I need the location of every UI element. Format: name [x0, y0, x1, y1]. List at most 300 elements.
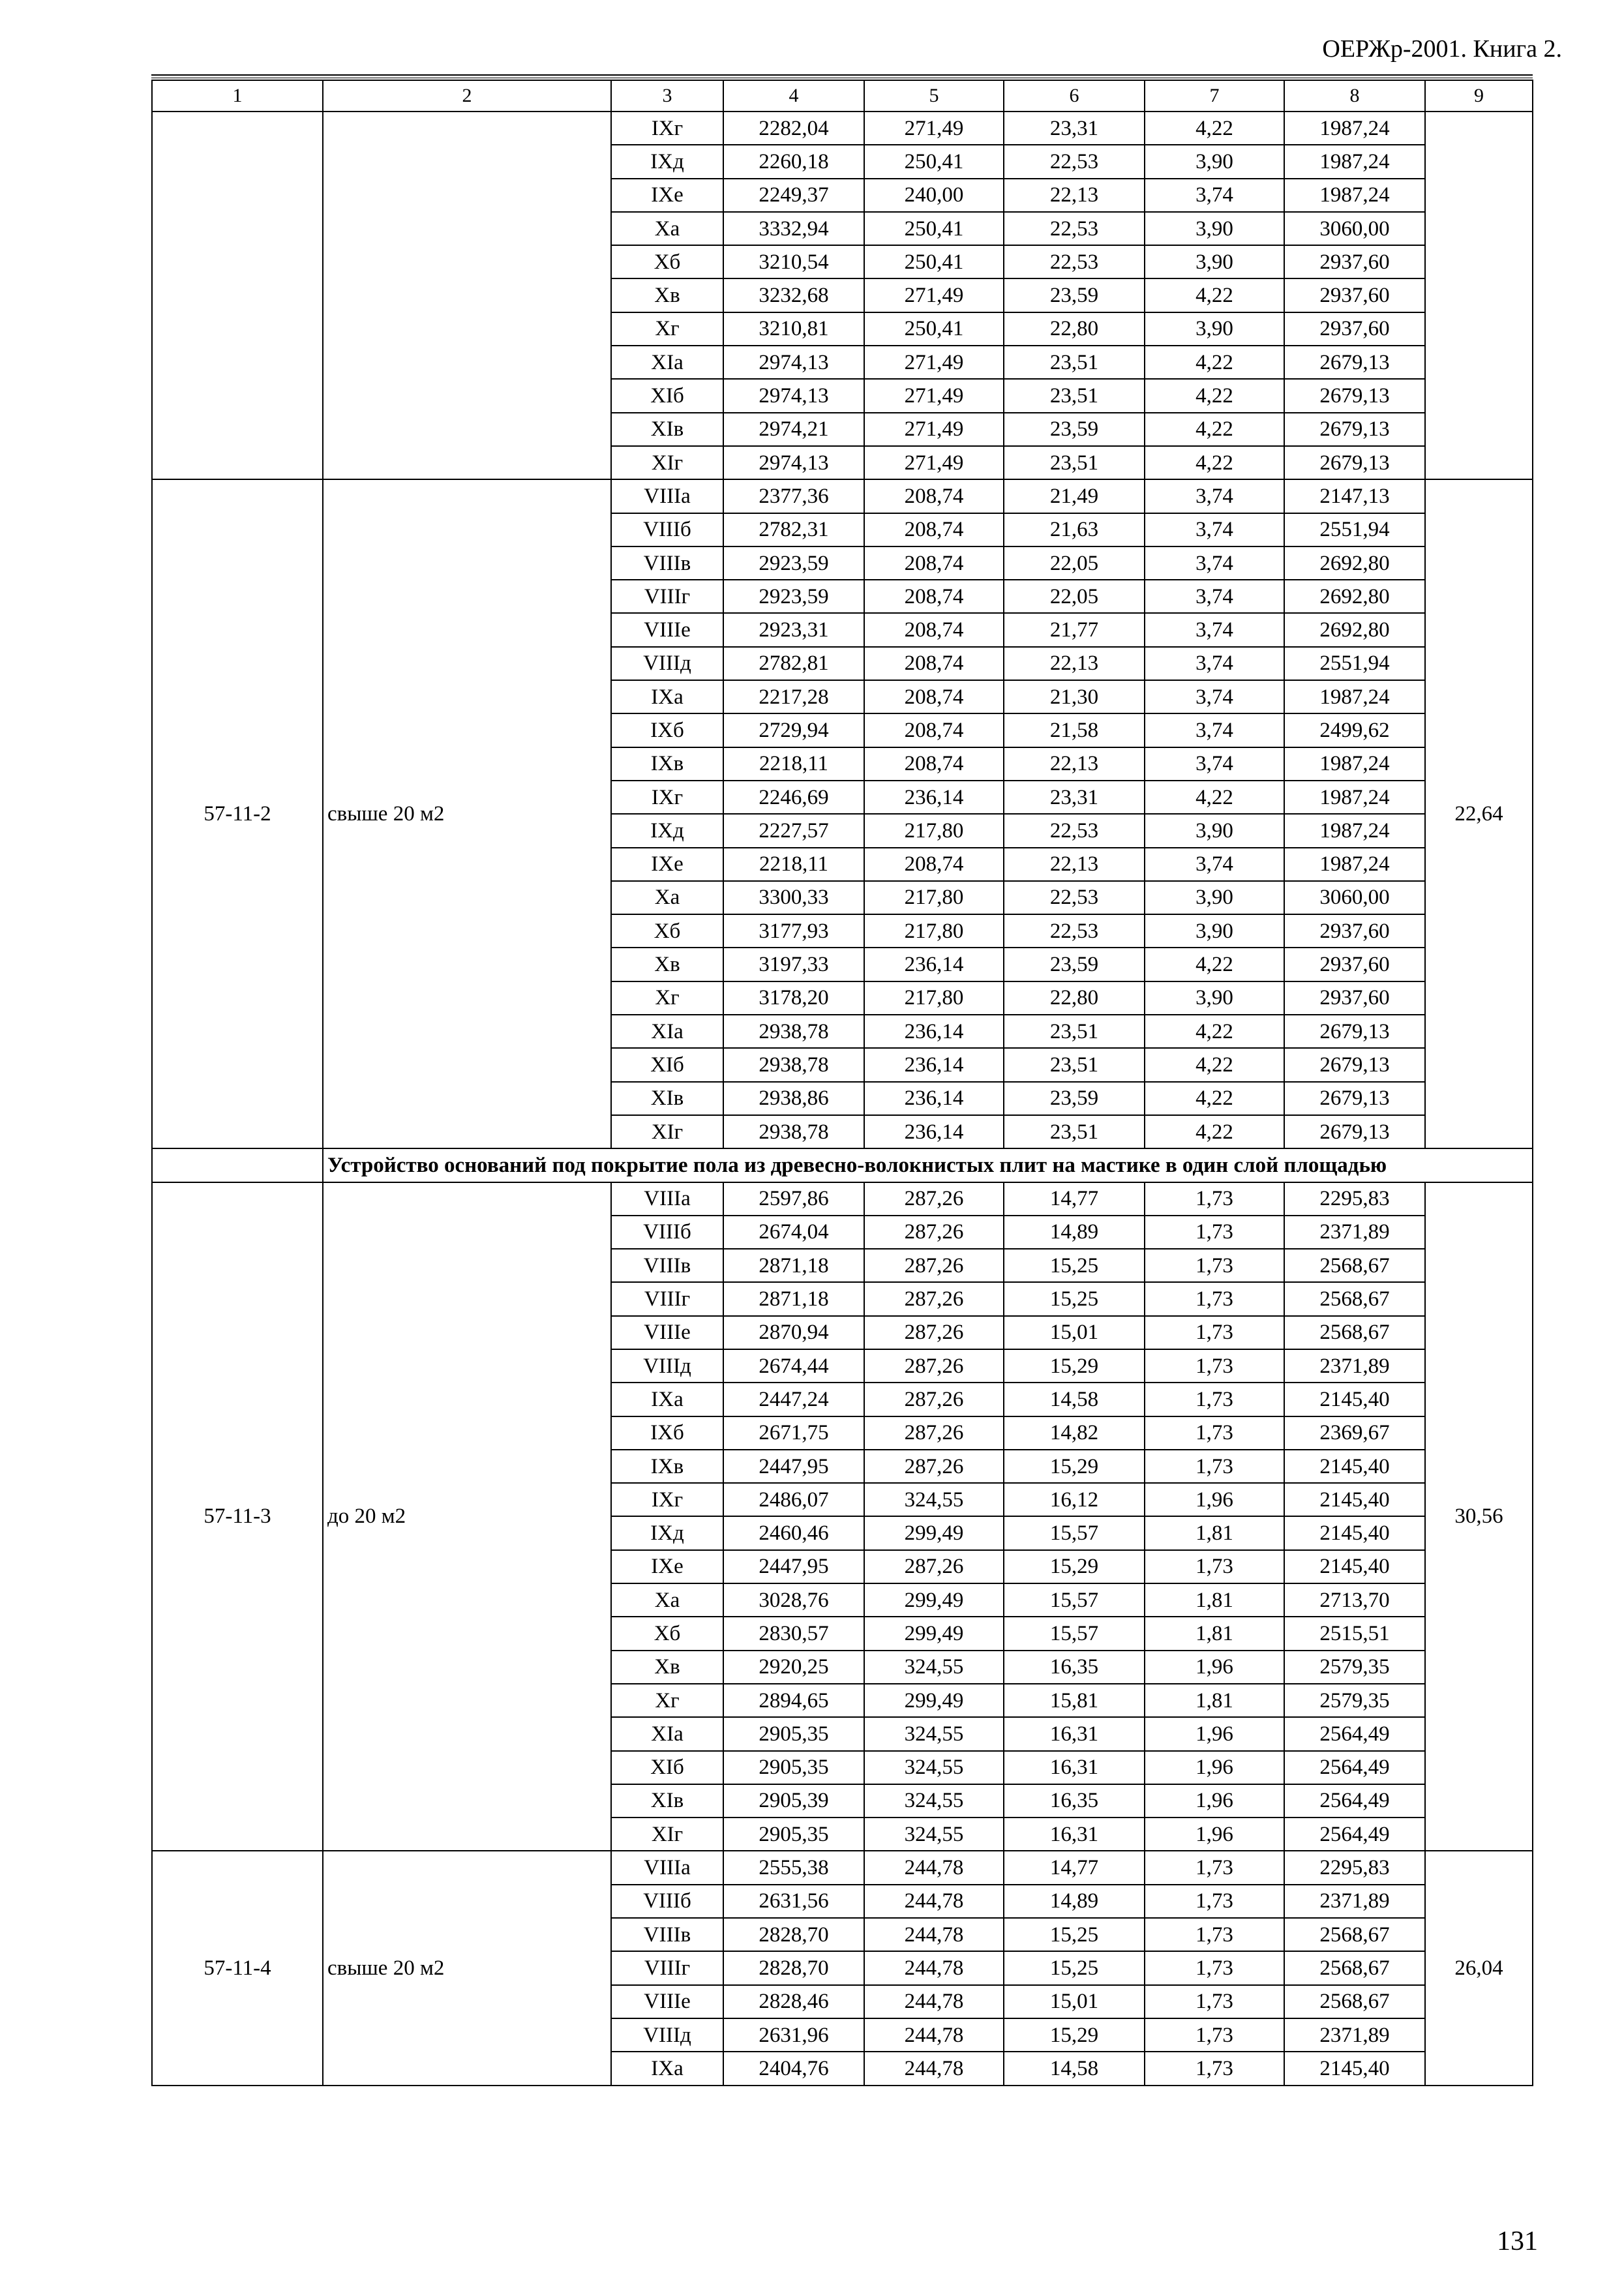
machines-cell: 22,80	[1004, 981, 1145, 1015]
table-body	[152, 112, 1533, 2086]
total-cost-cell: 3177,93	[723, 914, 864, 948]
machinist-wage-cell: 1,73	[1145, 2052, 1284, 2085]
total-cost-cell: 2905,39	[723, 1784, 864, 1818]
total-cost-cell: 2923,31	[723, 613, 864, 646]
total-cost-cell: 2447,24	[723, 1383, 864, 1416]
machinist-wage-cell: 3,74	[1145, 580, 1284, 613]
machines-cell: 21,58	[1004, 713, 1145, 747]
materials-cell: 2679,13	[1284, 446, 1425, 479]
machines-cell: 21,49	[1004, 479, 1145, 513]
table-row	[152, 112, 1533, 145]
zone-cell: IXа	[611, 1383, 723, 1416]
zone-cell: XIв	[611, 1082, 723, 1115]
total-cost-cell: 2260,18	[723, 145, 864, 178]
machines-cell: 23,59	[1004, 278, 1145, 312]
materials-cell: 1987,24	[1284, 747, 1425, 781]
total-cost-cell: 2938,86	[723, 1082, 864, 1115]
labor-cell: 217,80	[864, 981, 1004, 1015]
materials-cell: 2579,35	[1284, 1651, 1425, 1684]
machines-cell: 23,31	[1004, 112, 1145, 145]
machinist-wage-cell: 3,74	[1145, 747, 1284, 781]
materials-cell: 1987,24	[1284, 112, 1425, 145]
labor-cell: 250,41	[864, 245, 1004, 278]
machinist-wage-cell: 1,96	[1145, 1751, 1284, 1784]
total-cost-cell: 2246,69	[723, 781, 864, 814]
machinist-wage-cell: 3,74	[1145, 513, 1284, 546]
labor-cell: 324,55	[864, 1483, 1004, 1516]
labor-cell: 250,41	[864, 145, 1004, 178]
column-header: 2	[323, 80, 611, 112]
materials-cell: 2371,89	[1284, 2018, 1425, 2052]
machines-cell: 23,51	[1004, 1115, 1145, 1148]
machines-cell: 14,58	[1004, 1383, 1145, 1416]
materials-cell: 2713,70	[1284, 1583, 1425, 1617]
total-cost-cell: 2282,04	[723, 112, 864, 145]
total-cost-cell: 2227,57	[723, 814, 864, 847]
header-rule	[151, 74, 1533, 78]
machines-cell: 14,82	[1004, 1416, 1145, 1450]
machinist-wage-cell: 1,73	[1145, 1216, 1284, 1249]
materials-cell: 2551,94	[1284, 513, 1425, 546]
machines-cell: 22,53	[1004, 212, 1145, 245]
machinist-wage-cell: 3,74	[1145, 179, 1284, 212]
labor-cell: 208,74	[864, 747, 1004, 781]
machines-cell: 21,77	[1004, 613, 1145, 646]
labor-cell: 240,00	[864, 179, 1004, 212]
labor-hours-cell	[1425, 112, 1533, 479]
materials-cell: 2145,40	[1284, 1516, 1425, 1549]
total-cost-cell: 2923,59	[723, 546, 864, 580]
zone-cell: Xб	[611, 245, 723, 278]
materials-cell: 2295,83	[1284, 1182, 1425, 1216]
zone-cell: XIа	[611, 1717, 723, 1750]
machines-cell: 22,53	[1004, 914, 1145, 948]
total-cost-cell: 2447,95	[723, 1550, 864, 1583]
machines-cell: 22,80	[1004, 312, 1145, 346]
zone-cell: IXв	[611, 747, 723, 781]
materials-cell: 2679,13	[1284, 1082, 1425, 1115]
materials-cell: 2937,60	[1284, 981, 1425, 1015]
machines-cell: 23,59	[1004, 413, 1145, 446]
materials-cell: 2145,40	[1284, 1483, 1425, 1516]
machines-cell: 22,53	[1004, 145, 1145, 178]
labor-cell: 287,26	[864, 1450, 1004, 1483]
total-cost-cell: 2974,13	[723, 446, 864, 479]
machines-cell: 14,77	[1004, 1851, 1145, 1884]
labor-cell: 250,41	[864, 212, 1004, 245]
machines-cell: 15,29	[1004, 1450, 1145, 1483]
total-cost-cell: 3332,94	[723, 212, 864, 245]
labor-cell: 244,78	[864, 1885, 1004, 1918]
zone-cell: VIIIа	[611, 1851, 723, 1884]
machines-cell: 22,13	[1004, 179, 1145, 212]
zone-cell: XIв	[611, 413, 723, 446]
total-cost-cell: 2460,46	[723, 1516, 864, 1549]
total-cost-cell: 2217,28	[723, 680, 864, 713]
materials-cell: 2568,67	[1284, 1316, 1425, 1349]
total-cost-cell: 2905,35	[723, 1717, 864, 1750]
labor-hours-cell: 30,56	[1425, 1182, 1533, 1851]
materials-cell: 2568,67	[1284, 1951, 1425, 1984]
machines-cell: 15,29	[1004, 1349, 1145, 1383]
machinist-wage-cell: 1,73	[1145, 1316, 1284, 1349]
total-cost-cell: 2974,13	[723, 379, 864, 412]
zone-cell: Xа	[611, 1583, 723, 1617]
column-header: 4	[723, 80, 864, 112]
machinist-wage-cell: 3,90	[1145, 914, 1284, 948]
machines-cell: 22,53	[1004, 814, 1145, 847]
machines-cell: 22,05	[1004, 580, 1145, 613]
total-cost-cell: 2674,44	[723, 1349, 864, 1383]
machinist-wage-cell: 1,81	[1145, 1516, 1284, 1549]
zone-cell: Xв	[611, 1651, 723, 1684]
section-title: Устройство оснований под покрытие пола из древесно-волокнистых плит на мастике в один слой площадью	[323, 1148, 1533, 1182]
machines-cell: 23,51	[1004, 346, 1145, 379]
zone-cell: IXб	[611, 1416, 723, 1450]
total-cost-cell: 2923,59	[723, 580, 864, 613]
labor-cell: 244,78	[864, 2052, 1004, 2085]
labor-cell: 244,78	[864, 1851, 1004, 1884]
labor-cell: 287,26	[864, 1182, 1004, 1216]
machinist-wage-cell: 1,81	[1145, 1684, 1284, 1717]
machines-cell: 15,01	[1004, 1316, 1145, 1349]
labor-cell: 217,80	[864, 814, 1004, 847]
machines-cell: 15,57	[1004, 1583, 1145, 1617]
materials-cell: 2937,60	[1284, 312, 1425, 346]
total-cost-cell: 2871,18	[723, 1249, 864, 1282]
zone-cell: VIIIв	[611, 1249, 723, 1282]
machines-cell: 21,63	[1004, 513, 1145, 546]
zone-cell: IXд	[611, 145, 723, 178]
labor-cell: 208,74	[864, 479, 1004, 513]
zone-cell: XIб	[611, 1048, 723, 1081]
materials-cell: 2564,49	[1284, 1818, 1425, 1851]
materials-cell: 2679,13	[1284, 379, 1425, 412]
machinist-wage-cell: 3,74	[1145, 848, 1284, 881]
materials-cell: 2568,67	[1284, 1918, 1425, 1951]
machinist-wage-cell: 4,22	[1145, 278, 1284, 312]
labor-cell: 287,26	[864, 1416, 1004, 1450]
labor-cell: 236,14	[864, 948, 1004, 981]
materials-cell: 2692,80	[1284, 580, 1425, 613]
total-cost-cell: 2938,78	[723, 1115, 864, 1148]
total-cost-cell: 2555,38	[723, 1851, 864, 1884]
materials-cell: 2145,40	[1284, 2052, 1425, 2085]
materials-cell: 2568,67	[1284, 1985, 1425, 2018]
rate-code	[152, 112, 323, 479]
total-cost-cell: 2597,86	[723, 1182, 864, 1216]
machines-cell: 16,12	[1004, 1483, 1145, 1516]
machinist-wage-cell: 4,22	[1145, 781, 1284, 814]
machines-cell: 21,30	[1004, 680, 1145, 713]
machines-cell: 14,58	[1004, 2052, 1145, 2085]
machinist-wage-cell: 4,22	[1145, 948, 1284, 981]
materials-cell: 2579,35	[1284, 1684, 1425, 1717]
total-cost-cell: 2631,96	[723, 2018, 864, 2052]
machinist-wage-cell: 1,73	[1145, 1918, 1284, 1951]
machinist-wage-cell: 3,90	[1145, 981, 1284, 1015]
total-cost-cell: 2905,35	[723, 1818, 864, 1851]
zone-cell: IXв	[611, 1450, 723, 1483]
machinist-wage-cell: 1,73	[1145, 1550, 1284, 1583]
machines-cell: 23,31	[1004, 781, 1145, 814]
labor-cell: 271,49	[864, 446, 1004, 479]
labor-cell: 324,55	[864, 1651, 1004, 1684]
total-cost-cell: 2377,36	[723, 479, 864, 513]
machinist-wage-cell: 1,73	[1145, 1885, 1284, 1918]
zone-cell: IXг	[611, 1483, 723, 1516]
machines-cell: 15,25	[1004, 1918, 1145, 1951]
zone-cell: VIIIв	[611, 546, 723, 580]
machinist-wage-cell: 4,22	[1145, 1015, 1284, 1048]
machinist-wage-cell: 3,74	[1145, 479, 1284, 513]
total-cost-cell: 2671,75	[723, 1416, 864, 1450]
materials-cell: 2369,67	[1284, 1416, 1425, 1450]
machinist-wage-cell: 3,74	[1145, 546, 1284, 580]
machinist-wage-cell: 4,22	[1145, 112, 1284, 145]
labor-cell: 250,41	[864, 312, 1004, 346]
column-header: 6	[1004, 80, 1145, 112]
machinist-wage-cell: 1,96	[1145, 1483, 1284, 1516]
page-header-title: ОЕРЖр-2001. Книга 2.	[1322, 35, 1562, 63]
total-cost-cell: 2905,35	[723, 1751, 864, 1784]
zone-cell: VIIIв	[611, 1918, 723, 1951]
total-cost-cell: 2218,11	[723, 848, 864, 881]
labor-cell: 244,78	[864, 1951, 1004, 1984]
materials-cell: 2371,89	[1284, 1216, 1425, 1249]
table-row	[152, 1851, 1533, 1884]
machines-cell: 23,51	[1004, 379, 1145, 412]
zone-cell: VIIIа	[611, 479, 723, 513]
column-header: 8	[1284, 80, 1425, 112]
zone-cell: XIб	[611, 1751, 723, 1784]
machinist-wage-cell: 3,90	[1145, 312, 1284, 346]
rate-code: 57-11-2	[152, 479, 323, 1148]
machinist-wage-cell: 1,73	[1145, 1851, 1284, 1884]
zone-cell: XIг	[611, 1818, 723, 1851]
machinist-wage-cell: 3,90	[1145, 212, 1284, 245]
materials-cell: 3060,00	[1284, 212, 1425, 245]
column-header: 3	[611, 80, 723, 112]
machinist-wage-cell: 3,90	[1145, 145, 1284, 178]
machines-cell: 22,13	[1004, 647, 1145, 680]
machinist-wage-cell: 1,96	[1145, 1818, 1284, 1851]
zone-cell: IXг	[611, 112, 723, 145]
materials-cell: 3060,00	[1284, 881, 1425, 914]
total-cost-cell: 2828,70	[723, 1951, 864, 1984]
machines-cell: 16,31	[1004, 1751, 1145, 1784]
machines-cell: 15,25	[1004, 1282, 1145, 1315]
materials-cell: 2692,80	[1284, 546, 1425, 580]
machines-cell: 23,51	[1004, 1048, 1145, 1081]
zone-cell: IXе	[611, 179, 723, 212]
materials-cell: 2937,60	[1284, 914, 1425, 948]
total-cost-cell: 2828,70	[723, 1918, 864, 1951]
machines-cell: 16,35	[1004, 1651, 1145, 1684]
zone-cell: VIIIе	[611, 613, 723, 646]
materials-cell: 2551,94	[1284, 647, 1425, 680]
labor-cell: 217,80	[864, 914, 1004, 948]
labor-cell: 271,49	[864, 346, 1004, 379]
machines-cell: 22,13	[1004, 747, 1145, 781]
rates-table	[151, 80, 1533, 2086]
machines-cell: 15,01	[1004, 1985, 1145, 2018]
labor-cell: 208,74	[864, 713, 1004, 747]
total-cost-cell: 2938,78	[723, 1015, 864, 1048]
machinist-wage-cell: 1,73	[1145, 1349, 1284, 1383]
labor-cell: 299,49	[864, 1516, 1004, 1549]
materials-cell: 1987,24	[1284, 781, 1425, 814]
materials-cell: 2679,13	[1284, 1115, 1425, 1148]
zone-cell: Xб	[611, 914, 723, 948]
zone-cell: XIв	[611, 1784, 723, 1818]
machinist-wage-cell: 1,73	[1145, 1951, 1284, 1984]
zone-cell: IXд	[611, 814, 723, 847]
total-cost-cell: 2974,21	[723, 413, 864, 446]
machinist-wage-cell: 1,73	[1145, 1450, 1284, 1483]
machinist-wage-cell: 4,22	[1145, 1115, 1284, 1148]
materials-cell: 2564,49	[1284, 1784, 1425, 1818]
zone-cell: IXе	[611, 1550, 723, 1583]
zone-cell: VIIIг	[611, 1282, 723, 1315]
machinist-wage-cell: 3,90	[1145, 245, 1284, 278]
labor-cell: 299,49	[864, 1583, 1004, 1617]
zone-cell: IXд	[611, 1516, 723, 1549]
machinist-wage-cell: 3,90	[1145, 814, 1284, 847]
labor-cell: 299,49	[864, 1617, 1004, 1650]
materials-cell: 2147,13	[1284, 479, 1425, 513]
total-cost-cell: 2894,65	[723, 1684, 864, 1717]
zone-cell: IXе	[611, 848, 723, 881]
machinist-wage-cell: 1,96	[1145, 1651, 1284, 1684]
zone-cell: IXа	[611, 680, 723, 713]
materials-cell: 1987,24	[1284, 848, 1425, 881]
zone-cell: Xа	[611, 212, 723, 245]
labor-cell: 324,55	[864, 1751, 1004, 1784]
rate-description: свыше 20 м2	[323, 479, 611, 1148]
materials-cell: 2679,13	[1284, 346, 1425, 379]
labor-cell: 208,74	[864, 680, 1004, 713]
machinist-wage-cell: 3,74	[1145, 713, 1284, 747]
machinist-wage-cell: 1,73	[1145, 1182, 1284, 1216]
materials-cell: 2295,83	[1284, 1851, 1425, 1884]
materials-cell: 1987,24	[1284, 680, 1425, 713]
machinist-wage-cell: 3,74	[1145, 680, 1284, 713]
total-cost-cell: 3178,20	[723, 981, 864, 1015]
total-cost-cell: 2218,11	[723, 747, 864, 781]
machines-cell: 16,31	[1004, 1717, 1145, 1750]
materials-cell: 2499,62	[1284, 713, 1425, 747]
labor-cell: 208,74	[864, 513, 1004, 546]
column-header: 9	[1425, 80, 1533, 112]
total-cost-cell: 2447,95	[723, 1450, 864, 1483]
materials-cell: 2692,80	[1284, 613, 1425, 646]
machines-cell: 22,05	[1004, 546, 1145, 580]
total-cost-cell: 3210,81	[723, 312, 864, 346]
materials-cell: 2679,13	[1284, 1048, 1425, 1081]
zone-cell: IXб	[611, 713, 723, 747]
materials-cell: 2564,49	[1284, 1717, 1425, 1750]
labor-cell: 208,74	[864, 613, 1004, 646]
labor-cell: 287,26	[864, 1249, 1004, 1282]
machines-cell: 14,77	[1004, 1182, 1145, 1216]
labor-cell: 287,26	[864, 1282, 1004, 1315]
total-cost-cell: 2828,46	[723, 1985, 864, 2018]
machines-cell: 22,13	[1004, 848, 1145, 881]
labor-cell: 217,80	[864, 881, 1004, 914]
labor-cell: 244,78	[864, 2018, 1004, 2052]
machines-cell: 22,53	[1004, 881, 1145, 914]
total-cost-cell: 2920,25	[723, 1651, 864, 1684]
machines-cell: 23,59	[1004, 948, 1145, 981]
labor-cell: 287,26	[864, 1550, 1004, 1583]
section-spacer-cell	[152, 1148, 323, 1182]
labor-cell: 287,26	[864, 1216, 1004, 1249]
zone-cell: Xг	[611, 981, 723, 1015]
machines-cell: 16,31	[1004, 1818, 1145, 1851]
zone-cell: XIа	[611, 346, 723, 379]
total-cost-cell: 2782,31	[723, 513, 864, 546]
machinist-wage-cell: 3,74	[1145, 613, 1284, 646]
materials-cell: 2937,60	[1284, 245, 1425, 278]
zone-cell: IXг	[611, 781, 723, 814]
labor-cell: 287,26	[864, 1383, 1004, 1416]
labor-cell: 208,74	[864, 647, 1004, 680]
rate-description	[323, 112, 611, 479]
rate-description: до 20 м2	[323, 1182, 611, 1851]
zone-cell: Xа	[611, 881, 723, 914]
machinist-wage-cell: 1,73	[1145, 2018, 1284, 2052]
total-cost-cell: 3210,54	[723, 245, 864, 278]
machines-cell: 14,89	[1004, 1216, 1145, 1249]
materials-cell: 2371,89	[1284, 1349, 1425, 1383]
total-cost-cell: 2974,13	[723, 346, 864, 379]
machinist-wage-cell: 1,96	[1145, 1784, 1284, 1818]
machinist-wage-cell: 1,73	[1145, 1383, 1284, 1416]
zone-cell: VIIIб	[611, 1885, 723, 1918]
labor-cell: 299,49	[864, 1684, 1004, 1717]
total-cost-cell: 2830,57	[723, 1617, 864, 1650]
zone-cell: VIIIг	[611, 580, 723, 613]
machinist-wage-cell: 3,74	[1145, 647, 1284, 680]
materials-cell: 2515,51	[1284, 1617, 1425, 1650]
zone-cell: VIIIа	[611, 1182, 723, 1216]
materials-cell: 2679,13	[1284, 413, 1425, 446]
total-cost-cell: 3300,33	[723, 881, 864, 914]
machines-cell: 14,89	[1004, 1885, 1145, 1918]
machinist-wage-cell: 4,22	[1145, 1048, 1284, 1081]
zone-cell: Xв	[611, 948, 723, 981]
total-cost-cell: 3028,76	[723, 1583, 864, 1617]
machines-cell: 22,53	[1004, 245, 1145, 278]
materials-cell: 2371,89	[1284, 1885, 1425, 1918]
zone-cell: XIа	[611, 1015, 723, 1048]
rate-code: 57-11-4	[152, 1851, 323, 2085]
machinist-wage-cell: 4,22	[1145, 413, 1284, 446]
machinist-wage-cell: 3,90	[1145, 881, 1284, 914]
total-cost-cell: 2782,81	[723, 647, 864, 680]
machines-cell: 15,25	[1004, 1951, 1145, 1984]
total-cost-cell: 2674,04	[723, 1216, 864, 1249]
labor-cell: 324,55	[864, 1717, 1004, 1750]
labor-cell: 236,14	[864, 1048, 1004, 1081]
labor-cell: 208,74	[864, 848, 1004, 881]
zone-cell: Xв	[611, 278, 723, 312]
materials-cell: 2145,40	[1284, 1383, 1425, 1416]
machinist-wage-cell: 1,81	[1145, 1617, 1284, 1650]
labor-cell: 271,49	[864, 413, 1004, 446]
total-cost-cell: 2938,78	[723, 1048, 864, 1081]
